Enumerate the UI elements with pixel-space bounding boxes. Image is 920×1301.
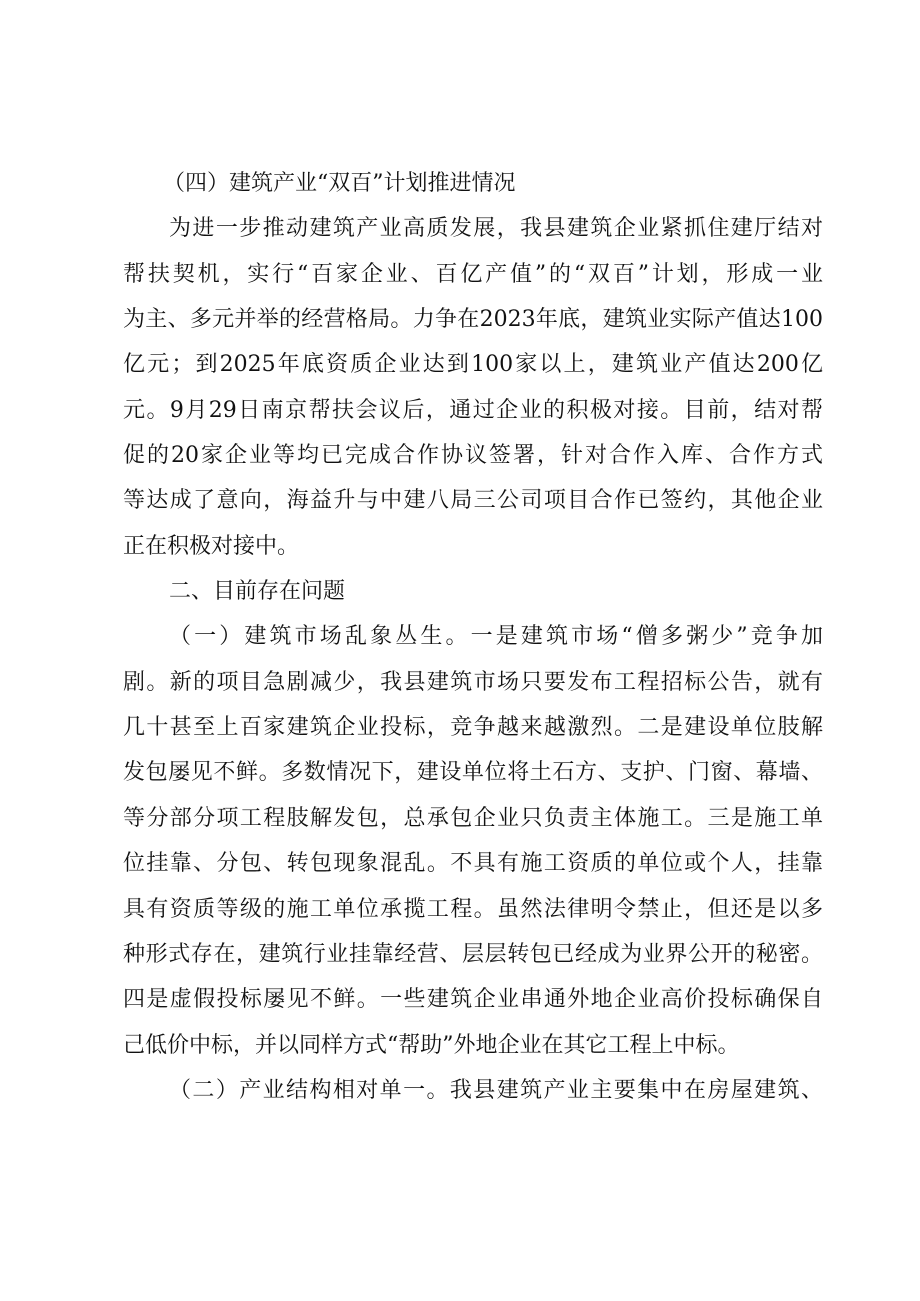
text-line: （二）产业结构相对单一。我县建筑产业主要集中在房屋建筑、 bbox=[169, 1077, 823, 1103]
document-body bbox=[123, 161, 823, 1113]
text-line: 己低价中标，并以同样方式“帮助”外地企业在其它工程上中标。 bbox=[123, 1032, 740, 1058]
text-line: 亿元；到2025年底资质企业达到100家以上，建筑业产值达200亿 bbox=[123, 352, 823, 378]
text-line: 位挂靠、分包、转包现象混乱。不具有施工资质的单位或个人，挂靠 bbox=[123, 851, 823, 877]
text-line: （一）建筑市场乱象丛生。一是建筑市场“僧多粥少”竞争加 bbox=[169, 624, 823, 650]
text-line: 促的20家企业等均已完成合作协议签署，针对合作入库、合作方式 bbox=[123, 443, 823, 469]
text-line: 等分部分项工程肢解发包，总承包企业只负责主体施工。三是施工单 bbox=[123, 805, 823, 831]
text-line: 为进一步推动建筑产业高质发展，我县建筑企业紧抓住建厅结对 bbox=[169, 216, 823, 242]
text-line: 具有资质等级的施工单位承揽工程。虽然法律明令禁止，但还是以多 bbox=[123, 896, 823, 922]
text-line: 帮扶契机，实行“百家企业、百亿产值”的“双百”计划，形成一业 bbox=[123, 261, 823, 287]
text-line: 种形式存在，建筑行业挂靠经营、层层转包已经成为业界公开的秘密。 bbox=[123, 941, 823, 967]
part-heading: 二、目前存在问题 bbox=[169, 579, 346, 605]
text-line: 元。9月29日南京帮扶会议后，通过企业的积极对接。目前，结对帮 bbox=[123, 397, 823, 423]
text-line: 等达成了意向，海益升与中建八局三公司项目合作已签约，其他企业 bbox=[123, 488, 823, 514]
text-line: 为主、多元并举的经营格局。力争在2023年底，建筑业实际产值达100 bbox=[123, 307, 823, 333]
text-line: 剧。新的项目急剧减少，我县建筑市场只要发布工程招标公告，就有 bbox=[123, 669, 823, 695]
text-line: 发包屡见不鲜。多数情况下，建设单位将土石方、支护、门窗、幕墙、 bbox=[123, 760, 823, 786]
text-line: 几十甚至上百家建筑企业投标，竞争越来越激烈。二是建设单位肢解 bbox=[123, 715, 823, 741]
paragraph bbox=[123, 206, 823, 569]
text-line: 正在积极对接中。 bbox=[123, 533, 300, 559]
paragraph bbox=[123, 614, 823, 1067]
section-heading: （四）建筑产业“双百”计划推进情况 bbox=[163, 171, 516, 196]
text-line: 四是虚假投标屡见不鲜。一些建筑企业串通外地企业高价投标确保自 bbox=[123, 987, 823, 1013]
